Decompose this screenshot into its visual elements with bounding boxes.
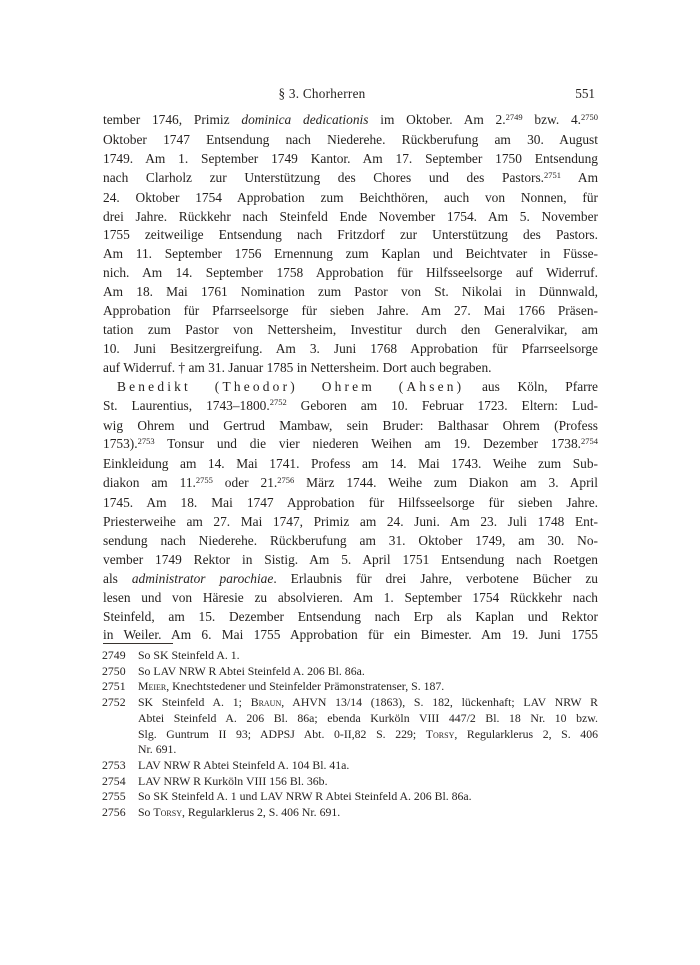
text-segment: St. Laurentius, 1743–1800. xyxy=(103,397,270,413)
footnote-text xyxy=(138,695,598,758)
text-line xyxy=(138,774,598,790)
text-line xyxy=(103,359,598,378)
text-line xyxy=(103,340,598,359)
text-segment: Braun xyxy=(250,695,282,710)
text-segment: Slg. Guntrum II 93; ADPSJ Abt. 0-II,82 S. 229; xyxy=(138,726,426,741)
text-segment: lesen und von Häresie zu absolvieren. Am 1. September 1754 Rückkehr nach xyxy=(103,589,598,605)
footnote-ref: 2754 xyxy=(581,436,598,447)
text-line xyxy=(103,435,598,455)
text-segment: auf Widerruf. † am 31. Januar 1785 in Nettersheim. Dort auch begraben. xyxy=(103,359,492,375)
text-segment: Am xyxy=(561,169,598,185)
text-line xyxy=(103,570,598,589)
text-line xyxy=(103,169,598,189)
text-segment: tember 1746, Primiz xyxy=(103,112,242,127)
text-segment: im Oktober. Am 2. xyxy=(368,112,506,127)
text-segment: dominica dedicationis xyxy=(241,112,369,127)
text-segment: Oktober 1747 Entsendung nach Niederehe. Rückberufung am 30. August xyxy=(103,131,598,147)
text-segment: , Knechtstedener und Steinfelder Prämonstratenser, S. 187. xyxy=(166,679,445,694)
text-segment: 1749. Am 1. September 1749 Kantor. Am 17. September 1750 Entsendung xyxy=(103,150,598,166)
text-line xyxy=(138,742,598,758)
footnote-text xyxy=(138,774,598,790)
section-heading: § 3. Chorherren xyxy=(278,86,366,101)
text-segment: wig Ohrem und Gertrud Mambaw, sein Bruder: Balthasar Ohrem (Profess xyxy=(103,417,598,433)
text-segment: Am 18. Mai 1761 Nomination zum Pastor von St. Nikolai in Dünnwald, xyxy=(103,284,598,300)
text-segment: vember 1749 Rektor in Sistig. Am 5. April 1751 Entsendung nach Roetgen xyxy=(103,551,598,567)
footnote-text xyxy=(138,805,598,821)
text-segment: drei Jahre. Rückkehr nach Steinfeld Ende November 1754. Am 5. November xyxy=(103,208,598,224)
text-segment: Benedikt (Theodor) Ohrem (Ahsen) xyxy=(117,378,465,394)
text-segment: Torsy xyxy=(425,726,455,741)
text-line xyxy=(138,648,598,664)
text-line xyxy=(103,417,598,436)
footnote-ref: 2750 xyxy=(581,111,599,122)
text-segment: 1753). xyxy=(103,436,138,452)
text-line xyxy=(138,789,598,805)
text-segment: oder 21. xyxy=(212,475,278,491)
text-line xyxy=(103,513,598,532)
footnote-number: 2752 xyxy=(102,695,126,710)
footnote-text xyxy=(138,758,598,774)
text-segment: 24. Oktober 1754 Approbation zum Beichthören, auch von Nonnen, für xyxy=(103,189,598,205)
text-line xyxy=(138,664,598,680)
text-line xyxy=(103,226,598,245)
footnote-number: 2756 xyxy=(102,805,126,820)
text-segment: Steinfeld, am 15. Dezember Entsendung nach Erp als Kaplan und Rektor xyxy=(103,608,598,624)
text-line xyxy=(103,494,598,513)
running-head xyxy=(103,84,598,103)
text-segment: , AHVN 13/14 (1863), S. 182, lückenhaft; LAV NRW R xyxy=(281,695,598,710)
text-line xyxy=(103,589,598,608)
footnote xyxy=(102,774,598,790)
text-line xyxy=(103,397,598,417)
text-segment: , Regularklerus 2, S. 406 xyxy=(454,726,598,741)
footnote-ref: 2753 xyxy=(137,436,155,447)
footnote-ref: 2749 xyxy=(505,111,523,122)
text-line xyxy=(103,378,598,397)
text-line xyxy=(103,208,598,227)
footnote-number: 2755 xyxy=(102,789,126,804)
text-segment: Am 11. September 1756 Ernennung zum Kaplan und Beichtvater in Füsse- xyxy=(103,246,598,262)
text-segment: Torsy xyxy=(153,805,182,820)
text-line xyxy=(103,455,598,474)
text-line xyxy=(103,474,598,494)
body-text xyxy=(103,111,598,645)
text-line xyxy=(103,150,598,169)
text-line xyxy=(103,302,598,321)
footnote-separator xyxy=(103,643,173,644)
footnote-text xyxy=(138,679,598,695)
footnote-text xyxy=(138,664,598,680)
footnote xyxy=(102,789,598,805)
text-line xyxy=(103,608,598,627)
text-line xyxy=(138,727,598,743)
text-line xyxy=(103,532,598,551)
page-number: 551 xyxy=(575,86,595,101)
text-line xyxy=(138,805,598,821)
footnote xyxy=(102,664,598,680)
text-segment: Approbation für Pfarrseelsorge für sieben Jahre. Am 27. Mai 1766 Präsen- xyxy=(103,303,598,319)
text-line xyxy=(138,695,598,711)
text-segment: März 1744. Weihe zum Diakon am 3. April xyxy=(294,475,598,491)
text-segment: 10. Juni Besitzergreifung. Am 3. Juni 1768 Approbation für Pfarrseelsorge xyxy=(103,340,598,356)
text-segment: aus Köln, Pfarre xyxy=(464,378,598,394)
text-line xyxy=(103,264,598,283)
text-segment: tation zum Pastor von Nettersheim, Investitur durch den Generalvikar, am xyxy=(103,321,598,337)
footnote-ref: 2752 xyxy=(269,397,287,408)
text-segment: . Erlaubnis für drei Jahre, verbotene Bücher zu xyxy=(273,570,598,586)
text-segment: sendung nach Niederehe. Rückberufung am 31. Oktober 1749, am 30. No- xyxy=(103,532,598,548)
text-segment: Abtei Steinfeld A. 206 Bl. 86a; ebenda Kurköln VIII 447/2 Bl. 18 Nr. 10 bzw. xyxy=(138,710,598,725)
footnote-ref: 2751 xyxy=(544,169,562,180)
text-segment: Priesterweihe am 27. Mai 1747, Primiz am 24. Juni. Am 23. Juli 1748 Ent- xyxy=(103,514,598,530)
text-line xyxy=(103,626,598,645)
footnote-number: 2753 xyxy=(102,757,126,772)
footnote xyxy=(102,758,598,774)
text-segment: 1755 zeitweilige Entsendung nach Fritzdorf zur Unterstützung des Pastors. xyxy=(103,227,598,243)
text-segment: , Regularklerus 2, S. 406 Nr. 691. xyxy=(181,805,341,820)
footnote xyxy=(102,648,598,664)
text-segment: Nr. 691. xyxy=(138,742,177,757)
text-segment: SK Steinfeld A. 1; xyxy=(138,695,251,710)
text-segment: So SK Steinfeld A. 1 und LAV NRW R Abtei Steinfeld A. 206 Bl. 86a. xyxy=(138,789,472,804)
text-segment: als xyxy=(103,570,132,586)
text-line xyxy=(103,111,598,131)
text-segment: Einkleidung am 14. Mai 1741. Profess am 14. Mai 1743. Weihe zum Sub- xyxy=(103,456,598,472)
text-line xyxy=(103,321,598,340)
footnote-text xyxy=(138,789,598,805)
footnotes xyxy=(102,648,598,821)
text-segment: nach Clarholz zur Unterstützung des Chores und des Pastors. xyxy=(103,169,545,185)
footnote xyxy=(102,679,598,695)
text-line xyxy=(103,189,598,208)
text-segment: LAV NRW R Kurköln VIII 156 Bl. 36b. xyxy=(138,773,328,788)
text-segment: So SK Steinfeld A. 1. xyxy=(138,648,240,662)
footnote-ref: 2755 xyxy=(195,475,213,486)
text-segment: LAV NRW R Abtei Steinfeld A. 104 Bl. 41a. xyxy=(138,757,350,772)
footnote-number: 2751 xyxy=(102,679,126,694)
text-segment: So xyxy=(138,805,154,820)
text-line xyxy=(103,131,598,150)
text-segment: administrator parochiae xyxy=(131,570,274,586)
text-segment: nich. Am 14. September 1758 Approbation für Hilfsseelsorge auf Widerruf. xyxy=(103,265,598,281)
text-line xyxy=(138,758,598,774)
text-segment: Geboren am 10. Februar 1723. Eltern: Lud- xyxy=(286,397,598,413)
text-line xyxy=(138,679,598,695)
footnote xyxy=(102,695,598,758)
text-segment: 1745. Am 18. Mai 1747 Approbation für Hilfsseelsorge für sieben Jahre. xyxy=(103,495,598,511)
text-segment: So LAV NRW R Abtei Steinfeld A. 206 Bl. 86a. xyxy=(138,663,365,678)
footnote-ref: 2756 xyxy=(277,475,295,486)
text-line xyxy=(103,551,598,570)
text-segment: Tonsur und die vier niederen Weihen am 19. Dezember 1738. xyxy=(154,436,581,452)
footnote-number: 2750 xyxy=(102,663,126,678)
footnote-number: 2749 xyxy=(102,648,126,662)
footnote-text xyxy=(138,648,598,664)
text-line xyxy=(103,283,598,302)
text-line xyxy=(138,711,598,727)
text-segment: diakon am 11. xyxy=(103,475,196,491)
text-line xyxy=(103,245,598,264)
footnote xyxy=(102,805,598,821)
text-segment: bzw. 4. xyxy=(522,112,582,127)
footnote-number: 2754 xyxy=(102,773,126,788)
text-segment: Meier xyxy=(138,679,167,694)
text-segment: in Weiler. Am 6. Mai 1755 Approbation für ein Bimester. Am 19. Juni 1755 xyxy=(103,627,598,643)
